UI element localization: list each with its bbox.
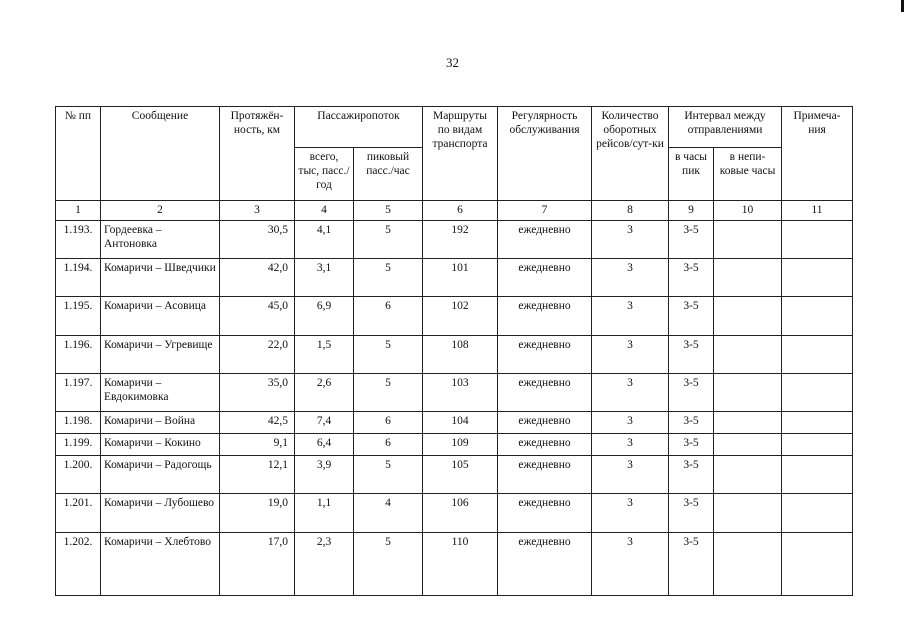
row-number: 1.202. bbox=[56, 532, 101, 595]
route-count: 101 bbox=[423, 259, 498, 297]
table-row bbox=[56, 220, 853, 258]
passengers-total: 3,9 bbox=[295, 456, 354, 494]
table-row bbox=[56, 456, 853, 494]
route-count: 109 bbox=[423, 434, 498, 456]
route-length: 12,1 bbox=[220, 456, 295, 494]
table-row bbox=[56, 259, 853, 297]
header-length: Протяжён-ность, км bbox=[220, 107, 295, 201]
row-number: 1.193. bbox=[56, 220, 101, 258]
route-count: 108 bbox=[423, 335, 498, 373]
column-number: 7 bbox=[498, 201, 592, 221]
passengers-total: 2,6 bbox=[295, 374, 354, 412]
table-row bbox=[56, 494, 853, 532]
passengers-total: 1,5 bbox=[295, 335, 354, 373]
trips-per-day: 3 bbox=[592, 456, 669, 494]
row-note bbox=[782, 220, 853, 258]
service-regularity: ежедневно bbox=[498, 434, 592, 456]
route-length: 42,5 bbox=[220, 412, 295, 434]
row-note bbox=[782, 494, 853, 532]
peak-interval: 3-5 bbox=[669, 297, 714, 335]
header-num: № пп bbox=[56, 107, 101, 201]
offpeak-interval bbox=[714, 412, 782, 434]
peak-interval: 3-5 bbox=[669, 412, 714, 434]
route-length: 22,0 bbox=[220, 335, 295, 373]
peak-interval: 3-5 bbox=[669, 494, 714, 532]
column-number: 2 bbox=[101, 201, 220, 221]
passengers-peak: 5 bbox=[354, 335, 423, 373]
route-name: Комаричи – Угревище bbox=[101, 335, 220, 373]
route-name: Комаричи – Шведчики bbox=[101, 259, 220, 297]
row-note bbox=[782, 456, 853, 494]
route-count: 104 bbox=[423, 412, 498, 434]
header-trips: Количество оборотных рейсов/сут-ки bbox=[592, 107, 669, 201]
column-number: 10 bbox=[714, 201, 782, 221]
table-row bbox=[56, 434, 853, 456]
route-count: 192 bbox=[423, 220, 498, 258]
column-number: 6 bbox=[423, 201, 498, 221]
passengers-peak: 6 bbox=[354, 297, 423, 335]
header-offpeak-hours: в непи-ковые часы bbox=[714, 148, 782, 201]
header-passenger-flow: Пассажиропоток bbox=[295, 107, 423, 148]
passengers-peak: 4 bbox=[354, 494, 423, 532]
offpeak-interval bbox=[714, 259, 782, 297]
trips-per-day: 3 bbox=[592, 259, 669, 297]
offpeak-interval bbox=[714, 335, 782, 373]
trips-per-day: 3 bbox=[592, 434, 669, 456]
service-regularity: ежедневно bbox=[498, 297, 592, 335]
route-length: 9,1 bbox=[220, 434, 295, 456]
passengers-total: 3,1 bbox=[295, 259, 354, 297]
route-name: Гордеевка – Антоновка bbox=[101, 220, 220, 258]
column-number: 9 bbox=[669, 201, 714, 221]
route-name: Комаричи – Кокино bbox=[101, 434, 220, 456]
service-regularity: ежедневно bbox=[498, 259, 592, 297]
peak-interval: 3-5 bbox=[669, 220, 714, 258]
row-number: 1.197. bbox=[56, 374, 101, 412]
column-number: 1 bbox=[56, 201, 101, 221]
service-regularity: ежедневно bbox=[498, 494, 592, 532]
table-row bbox=[56, 412, 853, 434]
header-regularity: Регулярность обслуживания bbox=[498, 107, 592, 201]
route-length: 35,0 bbox=[220, 374, 295, 412]
row-number: 1.201. bbox=[56, 494, 101, 532]
column-number-row bbox=[56, 201, 853, 221]
offpeak-interval bbox=[714, 297, 782, 335]
passengers-peak: 5 bbox=[354, 220, 423, 258]
table-row bbox=[56, 374, 853, 412]
service-regularity: ежедневно bbox=[498, 456, 592, 494]
offpeak-interval bbox=[714, 434, 782, 456]
passengers-total: 7,4 bbox=[295, 412, 354, 434]
header-total: всего, тыс, пасс./год bbox=[295, 148, 354, 201]
service-regularity: ежедневно bbox=[498, 220, 592, 258]
header-interval: Интервал между отправлениями bbox=[669, 107, 782, 148]
service-regularity: ежедневно bbox=[498, 412, 592, 434]
peak-interval: 3-5 bbox=[669, 259, 714, 297]
route-length: 30,5 bbox=[220, 220, 295, 258]
page-number: 32 bbox=[446, 55, 459, 70]
trips-per-day: 3 bbox=[592, 374, 669, 412]
column-number: 11 bbox=[782, 201, 853, 221]
column-number: 8 bbox=[592, 201, 669, 221]
offpeak-interval bbox=[714, 456, 782, 494]
passengers-peak: 5 bbox=[354, 259, 423, 297]
route-count: 105 bbox=[423, 456, 498, 494]
route-name: Комаричи – Радогощь bbox=[101, 456, 220, 494]
service-regularity: ежедневно bbox=[498, 335, 592, 373]
route-table bbox=[55, 106, 853, 596]
route-count: 110 bbox=[423, 532, 498, 595]
route-count: 106 bbox=[423, 494, 498, 532]
route-length: 42,0 bbox=[220, 259, 295, 297]
route-count: 103 bbox=[423, 374, 498, 412]
row-note bbox=[782, 335, 853, 373]
route-name: Комаричи – Война bbox=[101, 412, 220, 434]
peak-interval: 3-5 bbox=[669, 456, 714, 494]
trips-per-day: 3 bbox=[592, 494, 669, 532]
passengers-total: 6,9 bbox=[295, 297, 354, 335]
service-regularity: ежедневно bbox=[498, 532, 592, 595]
row-note bbox=[782, 297, 853, 335]
header-notes: Примеча-ния bbox=[782, 107, 853, 201]
edge-mark bbox=[901, 0, 904, 12]
table-row bbox=[56, 335, 853, 373]
passengers-total: 1,1 bbox=[295, 494, 354, 532]
route-length: 17,0 bbox=[220, 532, 295, 595]
offpeak-interval bbox=[714, 374, 782, 412]
row-number: 1.198. bbox=[56, 412, 101, 434]
peak-interval: 3-5 bbox=[669, 434, 714, 456]
row-note bbox=[782, 374, 853, 412]
route-name: Комаричи – Евдокимовка bbox=[101, 374, 220, 412]
passengers-peak: 5 bbox=[354, 456, 423, 494]
table-row bbox=[56, 532, 853, 595]
row-number: 1.199. bbox=[56, 434, 101, 456]
row-note bbox=[782, 532, 853, 595]
route-length: 45,0 bbox=[220, 297, 295, 335]
peak-interval: 3-5 bbox=[669, 374, 714, 412]
service-regularity: ежедневно bbox=[498, 374, 592, 412]
row-number: 1.200. bbox=[56, 456, 101, 494]
passengers-peak: 6 bbox=[354, 412, 423, 434]
passengers-peak: 6 bbox=[354, 434, 423, 456]
trips-per-day: 3 bbox=[592, 532, 669, 595]
row-note bbox=[782, 434, 853, 456]
offpeak-interval bbox=[714, 532, 782, 595]
row-note bbox=[782, 412, 853, 434]
passengers-peak: 5 bbox=[354, 532, 423, 595]
table-row bbox=[56, 297, 853, 335]
peak-interval: 3-5 bbox=[669, 532, 714, 595]
peak-interval: 3-5 bbox=[669, 335, 714, 373]
column-number: 4 bbox=[295, 201, 354, 221]
passengers-total: 6,4 bbox=[295, 434, 354, 456]
passengers-total: 2,3 bbox=[295, 532, 354, 595]
row-number: 1.194. bbox=[56, 259, 101, 297]
row-number: 1.195. bbox=[56, 297, 101, 335]
route-name: Комаричи – Асовица bbox=[101, 297, 220, 335]
offpeak-interval bbox=[714, 494, 782, 532]
header-peak: пиковый пасс./час bbox=[354, 148, 423, 201]
trips-per-day: 3 bbox=[592, 297, 669, 335]
route-length: 19,0 bbox=[220, 494, 295, 532]
route-name: Комаричи – Лубошево bbox=[101, 494, 220, 532]
route-count: 102 bbox=[423, 297, 498, 335]
passengers-peak: 5 bbox=[354, 374, 423, 412]
trips-per-day: 3 bbox=[592, 220, 669, 258]
header-route: Сообщение bbox=[101, 107, 220, 201]
column-number: 5 bbox=[354, 201, 423, 221]
trips-per-day: 3 bbox=[592, 412, 669, 434]
header-peak-hours: в часы пик bbox=[669, 148, 714, 201]
passengers-total: 4,1 bbox=[295, 220, 354, 258]
trips-per-day: 3 bbox=[592, 335, 669, 373]
header-routes: Маршруты по видам транспорта bbox=[423, 107, 498, 201]
column-number: 3 bbox=[220, 201, 295, 221]
row-note bbox=[782, 259, 853, 297]
route-name: Комаричи – Хлебтово bbox=[101, 532, 220, 595]
offpeak-interval bbox=[714, 220, 782, 258]
row-number: 1.196. bbox=[56, 335, 101, 373]
